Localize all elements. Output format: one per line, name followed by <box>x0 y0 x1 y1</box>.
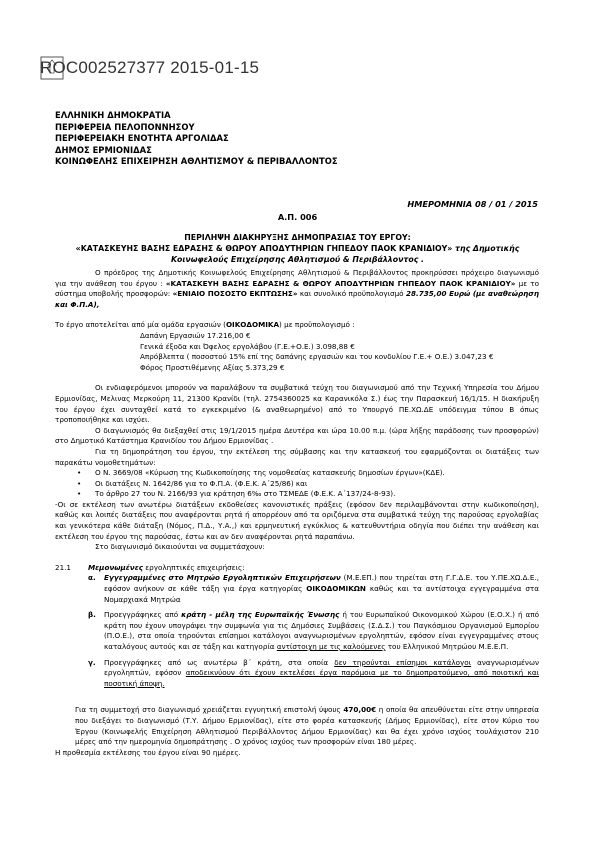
paragraph: Οι ενδιαφερόμενοι μπορούν να παραλάβουν τα συμβατικά τεύχη του διαγωνισμού από την Τεχνική Υπηρεσία του Δήμου Ερμιονίδας, Μελινας Μερκούρη 11, 21300 Κρανίδι (τηλ. 2754360025 κα Καρανικόλα Σ.) έως την Παρασκευή 16/1/15. Η διακήρυξη του έργου έχει συνταχθεί κατά το εγκεκριμένο (& αναθεωρημένο) από το Υπουργό ΠΕ.ΧΩ.ΔΕ υπόδειγμα τύπου Β όπως τροποποιήθηκε και ισχύει. <box>55 383 539 425</box>
section-heading: 21.1 Μεμονωμένες εργοληπτικές επιχειρήσεις: <box>55 562 245 572</box>
title-line: ΠΕΡΙΛΗΨΗ ΔΙΑΚΗΡΥΞΗΣ ΔΗΜΟΠΡΑΣΙΑΣ ΤΟΥ ΕΡΓΟΥ: <box>184 233 411 242</box>
header-line: ΠΕΡΙΦΕΡΕΙΑΚΗ ΕΝΟΤΗΤΑ ΑΡΓΟΛΙΔΑΣ <box>55 133 229 143</box>
header-line: ΚΟΙΝΩΦΕΛΗΣ ΕΠΙΧΕΙΡΗΣΗ ΑΘΛΗΤΙΣΜΟΥ & ΠΕΡΙΒΑΛΛΟΝΤΟΣ <box>55 156 338 166</box>
document-stamp: ROC002527377 2015-01-15 <box>40 58 260 77</box>
header-line: ΠΕΡΙΦΕΡΕΙΑ ΠΕΛΟΠΟΝΝΗΣΟΥ <box>55 121 195 132</box>
document-date: ΗΜΕΡΟΜΗΝΙΑ 08 / 01 / 2015 <box>407 199 538 209</box>
intro-paragraph: Ο πρόεδρος της Δημοτικής Κοινωφελούς Επιχείρησης Αθλητισμού & Περιβάλλοντος προκηρύσσει πρόχειρο διαγωνισμό για την ανάθεση του έργου : «ΚΑΤΑΣΚΕΥΗ ΒΑΣΗΣ ΕΔΡΑΣΗΣ & ΘΩΡΟΥ ΑΠΟΔΥΤΗΡΙΩΝ ΓΗΠΕΔΟΥ ΠΑΟΚ ΚΡΑΝΙΔΙΟΥ» με το σύστημα υποβολής προσφορών: «ΕΝΙΑΙΟ ΠΟΣΟΣΤΟ ΕΚΠΤΩΣΗΣ» και συνολικό προϋπολογισμό 28.735,00 Ευρώ (με αναθεώρηση και Φ.Π.Α), <box>55 268 539 309</box>
cost-line: Φόρος Προστιθέμενης Αξίας 5.373,29 € <box>140 362 285 372</box>
document-body <box>55 268 539 758</box>
paragraph: Στο διαγωνισμό δικαιούνται να συμμετάσχουν: <box>95 542 265 552</box>
paragraph: Ο διαγωνισμός θα διεξαχθεί στις 19/1/2015 ημέρα Δευτέρα και ώρα 10.00 π.μ. (ώρα λήξης παράδοσης των προσφορών) στο Δημοτικό Κατάστημα Κρανιδίου του Δήμου Ερμιονίδας . <box>55 425 539 446</box>
cost-line: Γενικά έξοδα και Όφελος εργολάβου (Γ.Ε.+Ο.Ε.) 3.098,88 € <box>140 341 355 351</box>
cost-line: Απρόβλεπτα ( ποσοστού 15% επί της δαπάνης εργασιών και του κονδυλίου Γ.Ε.+ Ο.Ε.) 3.047,23 € <box>140 352 494 362</box>
law-item: • Ο Ν. 3669/08 «Κύρωση της Κωδικοποίησης της νομοθεσίας κατασκευής δημοσίων έργων»(ΚΔΕ). <box>77 468 445 478</box>
guarantee-paragraph: Για τη συμμετοχή στο διαγωνισμό χρειάζεται εγγυητική επιστολή ύψους 470,00€ η οποία θα απευθύνεται είτε στην υπηρεσία που διεξάγει το διαγωνισμό (Τ.Υ. Δήμου Ερμιονίδας), είτε στο φορέα κατασκευής (Δήμος Ερμιονίδας), είτε στον Κύριο του Έργου (Κοινωφελής Επιχείρηση Αθλητισμού Περιβάλλοντος Δήμου Ερμιονίδας) και θα έχει χρόνο ισχύος τουλάχιστον 210 μέρες από την ημερομηνία δημοπράτησης . Ο χρόνος ισχύος των προσφορών είναι 180 μέρες. <box>75 705 539 747</box>
paragraph: Για τη δημοπράτηση του έργου, την εκτέλεση της σύμβασης και την κατασκευή του εφαρμόζονται οι διατάξεις των παρακάτω νομοθετημάτων: <box>55 446 539 467</box>
issuer-header <box>55 110 338 168</box>
protocol-number: Α.Π. 006 <box>277 212 318 222</box>
cost-line: Δαπάνη Εργασιών 17.216,00 € <box>140 330 251 340</box>
law-item: • Το άρθρο 27 του Ν. 2166/93 για κράτηση 6‰ στο ΤΣΜΕΔΕ (Φ.Ε.Κ. Α΄137/24-8-93). <box>77 489 396 499</box>
eligibility-item: γ. Προεγγράφηκες από ως ανωτέρω β΄ κράτη, στα οποία δεν τηρούνται επίσημοι κατάλογοι αναγνωρισμένων εργοληπτών, εφόσον αποδεικνύουν ότι έχουν εκτελέσει έργα παρόμοια με το δημοπρατούμενο, από ποιοτική και ποσοτική άποψη. <box>88 657 539 688</box>
header-line: ΕΛΛΗΝΙΚΗ ΔΗΜΟΚΡΑΤΙΑ <box>55 110 171 120</box>
header-line: ΔΗΜΟΣ ΕΡΜΙΟΝΙΔΑΣ <box>55 144 152 155</box>
title-line: Κοινωφελούς Επιχείρησης Αθλητισμού & Περιβάλλοντος . <box>170 255 425 264</box>
eligibility-item: α. Εγγεγραμμένες στο Μητρώο Εργοληπτικών Επιχειρήσεων (Μ.Ε.ΕΠ.) που τηρείται στη Γ.Γ.Δ.Ε. του Υ.ΠΕ.ΧΩ.Δ.Ε., εφόσον ανήκουν σε κάθε τάξη για έργα κατηγορίας ΟΙΚΟΔΟΜΙΚΩΝ καθώς και τα αντίστοιχα εγγεγραμμένα στα Νομαρχιακά Μητρώα <box>88 573 539 604</box>
law-item: • Οι διατάξεις Ν. 1642/86 για το Φ.Π.Α. (Φ.Ε.Κ. Α΄25/86) και <box>77 478 308 488</box>
title-line: «ΚΑΤΑΣΚΕΥΗΣ ΒΑΣΗΣ ΕΔΡΑΣΗΣ & ΘΩΡΟΥ ΑΠΟΔΥΤΗΡΙΩΝ ΓΗΠΕΔΟΥ ΠΑΟΚ ΚΡΑΝΙΔΙΟΥ» της Δημοτικής <box>75 244 520 253</box>
eligibility-item: β. Προεγγράφηκες από κράτη - μέλη της Ευρωπαϊκής Ένωσης ή του Ευρωπαϊκού Οικονομικού Χώρου (Ε.Ο.Χ.) ή από κράτη που έχουν υπογράψει την συμφωνία για τις Δημόσιες Συμβάσεις (Σ.Δ.Σ.) του Παγκόσμιου Οργανισμού Εμπορίου (Π.Ο.Ε.), στα οποία τηρούνται επίσημοι κατάλογοι αναγνωρισμένων εργοληπτών, εφόσον είναι εγγεγραμμένες στους καταλόγους αυτούς και σε τάξη και κατηγορία αντίστοιχη με τις καλούμενες του Ελληνικού Μητρώου Μ.Ε.Ε.Π. <box>88 610 539 651</box>
deadline-line: Η προθεσμία εκτέλεσης του έργου είναι 90 ημέρες. <box>55 747 241 757</box>
paragraph: -Οι σε εκτέλεση των ανωτέρω διατάξεων εκδοθείσες κανονιστικές πράξεις (εφόσον δεν περιλαμβάνονται στην κωδικοποίηση), καθώς και λοιπές διατάξεις που αναφέρονται ρητά ή απορρέουν από τα οριζόμενα στα συμβατικά τεύχη της παρούσας εργολαβίας και γενικότερα κάθε διάταξη (Νόμος, Π.Δ., Υ.Α.,) και ερμηνευτική εγκύκλιος & κατευθυντήρια οδηγία που διέπει την ανάθεση και εκτέλεση του έργου της παρούσας, έστω και αν δεν αναφέρονται ρητά παραπάνω. <box>55 499 539 541</box>
document-title <box>50 232 545 265</box>
category-line: Το έργο αποτελείται από μία ομάδα εργασιών (ΟΙΚΟΔΟΜΙΚΑ) με προϋπολογισμό : <box>55 320 355 330</box>
